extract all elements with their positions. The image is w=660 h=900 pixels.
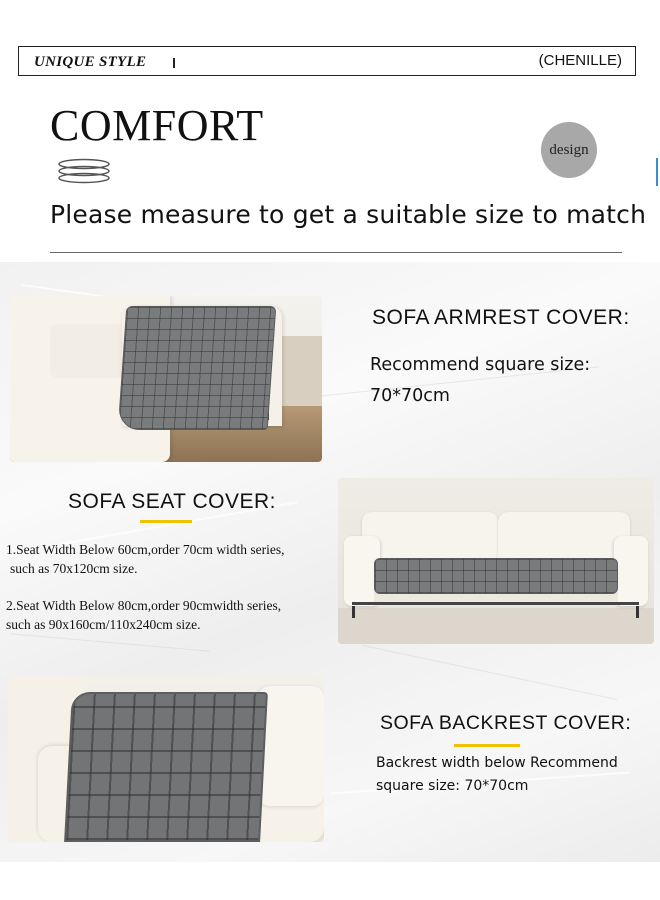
design-badge [541, 122, 597, 178]
armrest-size-line: 70*70cm [370, 386, 450, 406]
backrest-cover [64, 692, 268, 842]
seat-cover-photo [338, 478, 654, 644]
seat-heading: SOFA SEAT COVER: [68, 490, 276, 513]
seat-note-1-line-1: 1.Seat Width Below 60cm,order 70cm width series, [6, 542, 285, 557]
measure-subtitle: Please measure to get a suitable size to match [50, 200, 647, 229]
seat-cover [374, 558, 618, 594]
section-divider [50, 252, 622, 253]
seat-note-1-line-2: such as 70x120cm size. [10, 561, 138, 576]
seat-note-2-line-1: 2.Seat Width Below 80cm,order 90cmwidth series, [6, 598, 282, 613]
comfort-title: COMFORT [50, 101, 264, 150]
armrest-heading: SOFA ARMREST COVER: [372, 306, 630, 329]
brand-label: UNIQUE STYLE [34, 54, 147, 70]
backrest-line-2: square size: 70*70cm [376, 778, 529, 794]
backrest-cover-photo [8, 676, 324, 842]
armrest-recommend-line: Recommend square size: [370, 355, 591, 375]
stacked-rings-icon [56, 158, 112, 186]
material-label: (CHENILLE) [538, 52, 622, 69]
backrest-heading: SOFA BACKREST COVER: [380, 712, 632, 734]
header-divider-tick [173, 58, 175, 68]
seat-heading-underline [140, 520, 192, 523]
armrest-cover-photo [10, 296, 322, 462]
seat-note-2-line-2: such as 90x160cm/110x240cm size. [6, 617, 201, 632]
design-badge-label: design [549, 141, 589, 158]
armrest-cover [118, 306, 277, 430]
backrest-line-1: Backrest width below Recommend [376, 755, 618, 771]
edge-mark [656, 158, 658, 186]
backrest-heading-underline [454, 744, 520, 747]
